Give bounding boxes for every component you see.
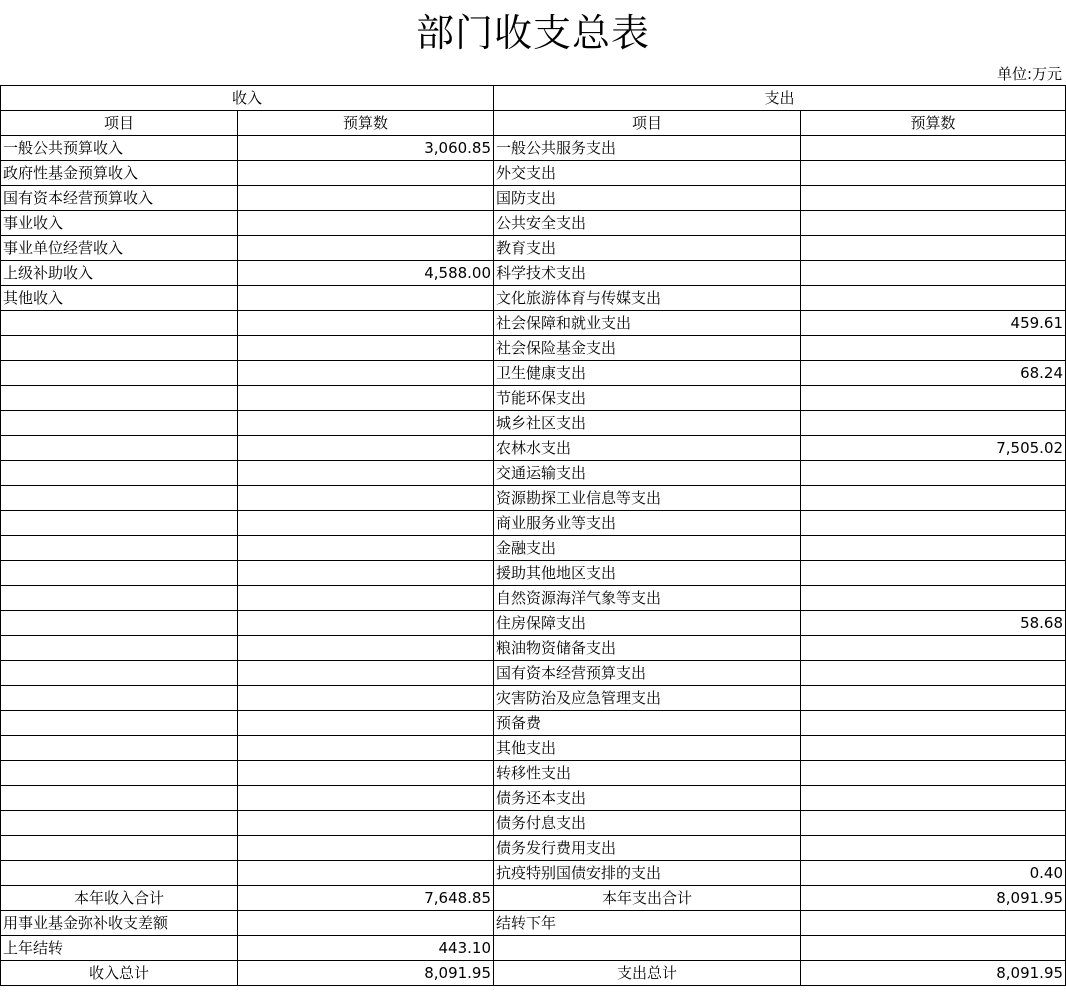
income-amount-cell: [238, 611, 494, 636]
income-amount-cell: [238, 336, 494, 361]
table-row: [1, 311, 1066, 336]
income-amount-cell: [238, 211, 494, 236]
income-amount-cell: [238, 186, 494, 211]
income-item-cell: [1, 711, 238, 736]
income-item-cell: 一般公共预算收入: [1, 136, 238, 161]
expense-item-cell: 粮油物资储备支出: [494, 636, 801, 661]
table-row: [1, 486, 1066, 511]
income-item-cell: [1, 336, 238, 361]
expense-amount-cell: [801, 461, 1066, 486]
income-amount-cell: [238, 561, 494, 586]
expense-amount-cell: [801, 536, 1066, 561]
income-amount-cell: [238, 286, 494, 311]
expense-amount-cell: 459.61: [801, 311, 1066, 336]
budget-table-body: [1, 86, 1066, 986]
income-amount-cell: [238, 811, 494, 836]
table-row: [1, 461, 1066, 486]
income-item-cell: [1, 386, 238, 411]
table-row: [1, 211, 1066, 236]
income-total-amount: 8,091.95: [238, 961, 494, 986]
table-row: [1, 686, 1066, 711]
expense-item-cell: 教育支出: [494, 236, 801, 261]
expense-item-cell: [494, 936, 801, 961]
expense-amount-cell: 58.68: [801, 611, 1066, 636]
expense-item-cell: 资源勘探工业信息等支出: [494, 486, 801, 511]
expense-item-cell: 援助其他地区支出: [494, 561, 801, 586]
expense-subtotal-label: 本年支出合计: [494, 886, 801, 911]
income-amount-cell: [238, 861, 494, 886]
table-row: [1, 261, 1066, 286]
expense-item-cell: 社会保障和就业支出: [494, 311, 801, 336]
table-row: [1, 911, 1066, 936]
expense-amount-cell: [801, 761, 1066, 786]
expense-amount-cell: [801, 161, 1066, 186]
expense-item-cell: 卫生健康支出: [494, 361, 801, 386]
table-row: [1, 386, 1066, 411]
expense-item-cell: 外交支出: [494, 161, 801, 186]
income-item-cell: [1, 611, 238, 636]
income-subtotal-label: 本年收入合计: [1, 886, 238, 911]
income-amount-cell: [238, 486, 494, 511]
income-section-header: 收入: [1, 86, 494, 111]
expense-amount-cell: 7,505.02: [801, 436, 1066, 461]
expense-item-cell: 抗疫特别国债安排的支出: [494, 861, 801, 886]
table-row: [1, 511, 1066, 536]
expense-amount-cell: [801, 261, 1066, 286]
income-amount-cell: [238, 661, 494, 686]
income-amount-cell: [238, 711, 494, 736]
expense-item-header: 项目: [494, 111, 801, 136]
income-amount-cell: 4,588.00: [238, 261, 494, 286]
table-row: [1, 936, 1066, 961]
income-amount-cell: 3,060.85: [238, 136, 494, 161]
expense-item-cell: 住房保障支出: [494, 611, 801, 636]
income-item-cell: 政府性基金预算收入: [1, 161, 238, 186]
income-amount-cell: [238, 636, 494, 661]
income-item-cell: [1, 511, 238, 536]
income-item-cell: [1, 461, 238, 486]
unit-label: 单位:万元: [996, 65, 1062, 83]
income-item-cell: [1, 586, 238, 611]
total-row: [1, 961, 1066, 986]
table-row: [1, 586, 1066, 611]
table-row: [1, 611, 1066, 636]
budget-table: [0, 85, 1066, 986]
table-row: [1, 761, 1066, 786]
table-row: [1, 736, 1066, 761]
expense-amount-cell: [801, 736, 1066, 761]
expense-amount-cell: [801, 786, 1066, 811]
table-row: [1, 361, 1066, 386]
expense-amount-cell: [801, 636, 1066, 661]
income-item-cell: 国有资本经营预算收入: [1, 186, 238, 211]
income-amount-cell: [238, 736, 494, 761]
expense-item-cell: 农林水支出: [494, 436, 801, 461]
expense-item-cell: 债务发行费用支出: [494, 836, 801, 861]
expense-amount-cell: [801, 686, 1066, 711]
expense-amount-cell: [801, 511, 1066, 536]
table-row: [1, 136, 1066, 161]
income-item-cell: [1, 486, 238, 511]
expense-subtotal-amount: 8,091.95: [801, 886, 1066, 911]
expense-item-cell: 公共安全支出: [494, 211, 801, 236]
table-row: [1, 786, 1066, 811]
income-item-cell: [1, 311, 238, 336]
expense-item-cell: 交通运输支出: [494, 461, 801, 486]
expense-item-cell: 科学技术支出: [494, 261, 801, 286]
income-item-cell: 上年结转: [1, 936, 238, 961]
expense-item-cell: 金融支出: [494, 536, 801, 561]
table-row: [1, 661, 1066, 686]
income-item-cell: [1, 761, 238, 786]
expense-total-label: 支出总计: [494, 961, 801, 986]
income-item-cell: [1, 411, 238, 436]
expense-total-amount: 8,091.95: [801, 961, 1066, 986]
income-amount-cell: [238, 461, 494, 486]
expense-item-cell: 文化旅游体育与传媒支出: [494, 286, 801, 311]
income-item-cell: [1, 636, 238, 661]
income-item-cell: [1, 811, 238, 836]
expense-item-cell: 社会保险基金支出: [494, 336, 801, 361]
expense-amount-cell: [801, 936, 1066, 961]
expense-amount-cell: [801, 186, 1066, 211]
expense-amount-cell: 0.40: [801, 861, 1066, 886]
income-amount-cell: 443.10: [238, 936, 494, 961]
table-row: [1, 336, 1066, 361]
income-item-cell: [1, 736, 238, 761]
income-item-cell: [1, 686, 238, 711]
table-row: [1, 711, 1066, 736]
expense-amount-cell: [801, 386, 1066, 411]
income-amount-cell: [238, 311, 494, 336]
expense-amount-cell: [801, 811, 1066, 836]
expense-amount-cell: [801, 486, 1066, 511]
income-amount-cell: [238, 161, 494, 186]
income-amount-cell: [238, 361, 494, 386]
income-amount-cell: [238, 786, 494, 811]
expense-item-cell: 一般公共服务支出: [494, 136, 801, 161]
expense-item-cell: 其他支出: [494, 736, 801, 761]
income-item-cell: 事业收入: [1, 211, 238, 236]
income-amount-cell: [238, 511, 494, 536]
table-row: [1, 436, 1066, 461]
income-item-cell: [1, 361, 238, 386]
table-row: [1, 236, 1066, 261]
income-total-label: 收入总计: [1, 961, 238, 986]
expense-amount-cell: [801, 661, 1066, 686]
expense-amount-cell: [801, 411, 1066, 436]
expense-item-cell: 灾害防治及应急管理支出: [494, 686, 801, 711]
table-row: [1, 636, 1066, 661]
expense-budget-header: 预算数: [801, 111, 1066, 136]
income-amount-cell: [238, 836, 494, 861]
income-item-cell: 用事业基金弥补收支差额: [1, 911, 238, 936]
income-amount-cell: [238, 911, 494, 936]
income-item-cell: 上级补助收入: [1, 261, 238, 286]
column-header-row: [1, 111, 1066, 136]
expense-item-cell: 转移性支出: [494, 761, 801, 786]
income-item-header: 项目: [1, 111, 238, 136]
expense-amount-cell: [801, 836, 1066, 861]
income-item-cell: [1, 561, 238, 586]
expense-item-cell: 债务还本支出: [494, 786, 801, 811]
expense-amount-cell: [801, 211, 1066, 236]
table-row: [1, 536, 1066, 561]
expense-amount-cell: [801, 236, 1066, 261]
table-row: [1, 836, 1066, 861]
expense-item-cell: 商业服务业等支出: [494, 511, 801, 536]
expense-item-cell: 城乡社区支出: [494, 411, 801, 436]
section-header-row: [1, 86, 1066, 111]
income-item-cell: 其他收入: [1, 286, 238, 311]
expense-item-cell: 结转下年: [494, 911, 801, 936]
income-item-cell: [1, 836, 238, 861]
income-item-cell: [1, 436, 238, 461]
expense-item-cell: 国有资本经营预算支出: [494, 661, 801, 686]
table-row: [1, 286, 1066, 311]
table-row: [1, 161, 1066, 186]
subtotal-row: [1, 886, 1066, 911]
table-row: [1, 811, 1066, 836]
expense-item-cell: 债务付息支出: [494, 811, 801, 836]
income-amount-cell: [238, 586, 494, 611]
expense-amount-cell: [801, 561, 1066, 586]
table-row: [1, 561, 1066, 586]
table-row: [1, 411, 1066, 436]
income-amount-cell: [238, 761, 494, 786]
expense-amount-cell: [801, 711, 1066, 736]
expense-amount-cell: [801, 136, 1066, 161]
income-amount-cell: [238, 536, 494, 561]
income-amount-cell: [238, 686, 494, 711]
expense-amount-cell: 68.24: [801, 361, 1066, 386]
expense-amount-cell: [801, 586, 1066, 611]
income-amount-cell: [238, 436, 494, 461]
expense-item-cell: 国防支出: [494, 186, 801, 211]
income-item-cell: 事业单位经营收入: [1, 236, 238, 261]
income-budget-header: 预算数: [238, 111, 494, 136]
income-item-cell: [1, 861, 238, 886]
income-subtotal-amount: 7,648.85: [238, 886, 494, 911]
page-title: 部门收支总表: [415, 11, 650, 55]
expense-item-cell: 预备费: [494, 711, 801, 736]
income-item-cell: [1, 786, 238, 811]
income-item-cell: [1, 536, 238, 561]
table-row: [1, 861, 1066, 886]
income-amount-cell: [238, 411, 494, 436]
income-amount-cell: [238, 386, 494, 411]
table-row: [1, 186, 1066, 211]
expense-amount-cell: [801, 286, 1066, 311]
income-amount-cell: [238, 236, 494, 261]
expense-amount-cell: [801, 911, 1066, 936]
expense-item-cell: 自然资源海洋气象等支出: [494, 586, 801, 611]
expense-amount-cell: [801, 336, 1066, 361]
expense-item-cell: 节能环保支出: [494, 386, 801, 411]
income-item-cell: [1, 661, 238, 686]
expense-section-header: 支出: [494, 86, 1066, 111]
